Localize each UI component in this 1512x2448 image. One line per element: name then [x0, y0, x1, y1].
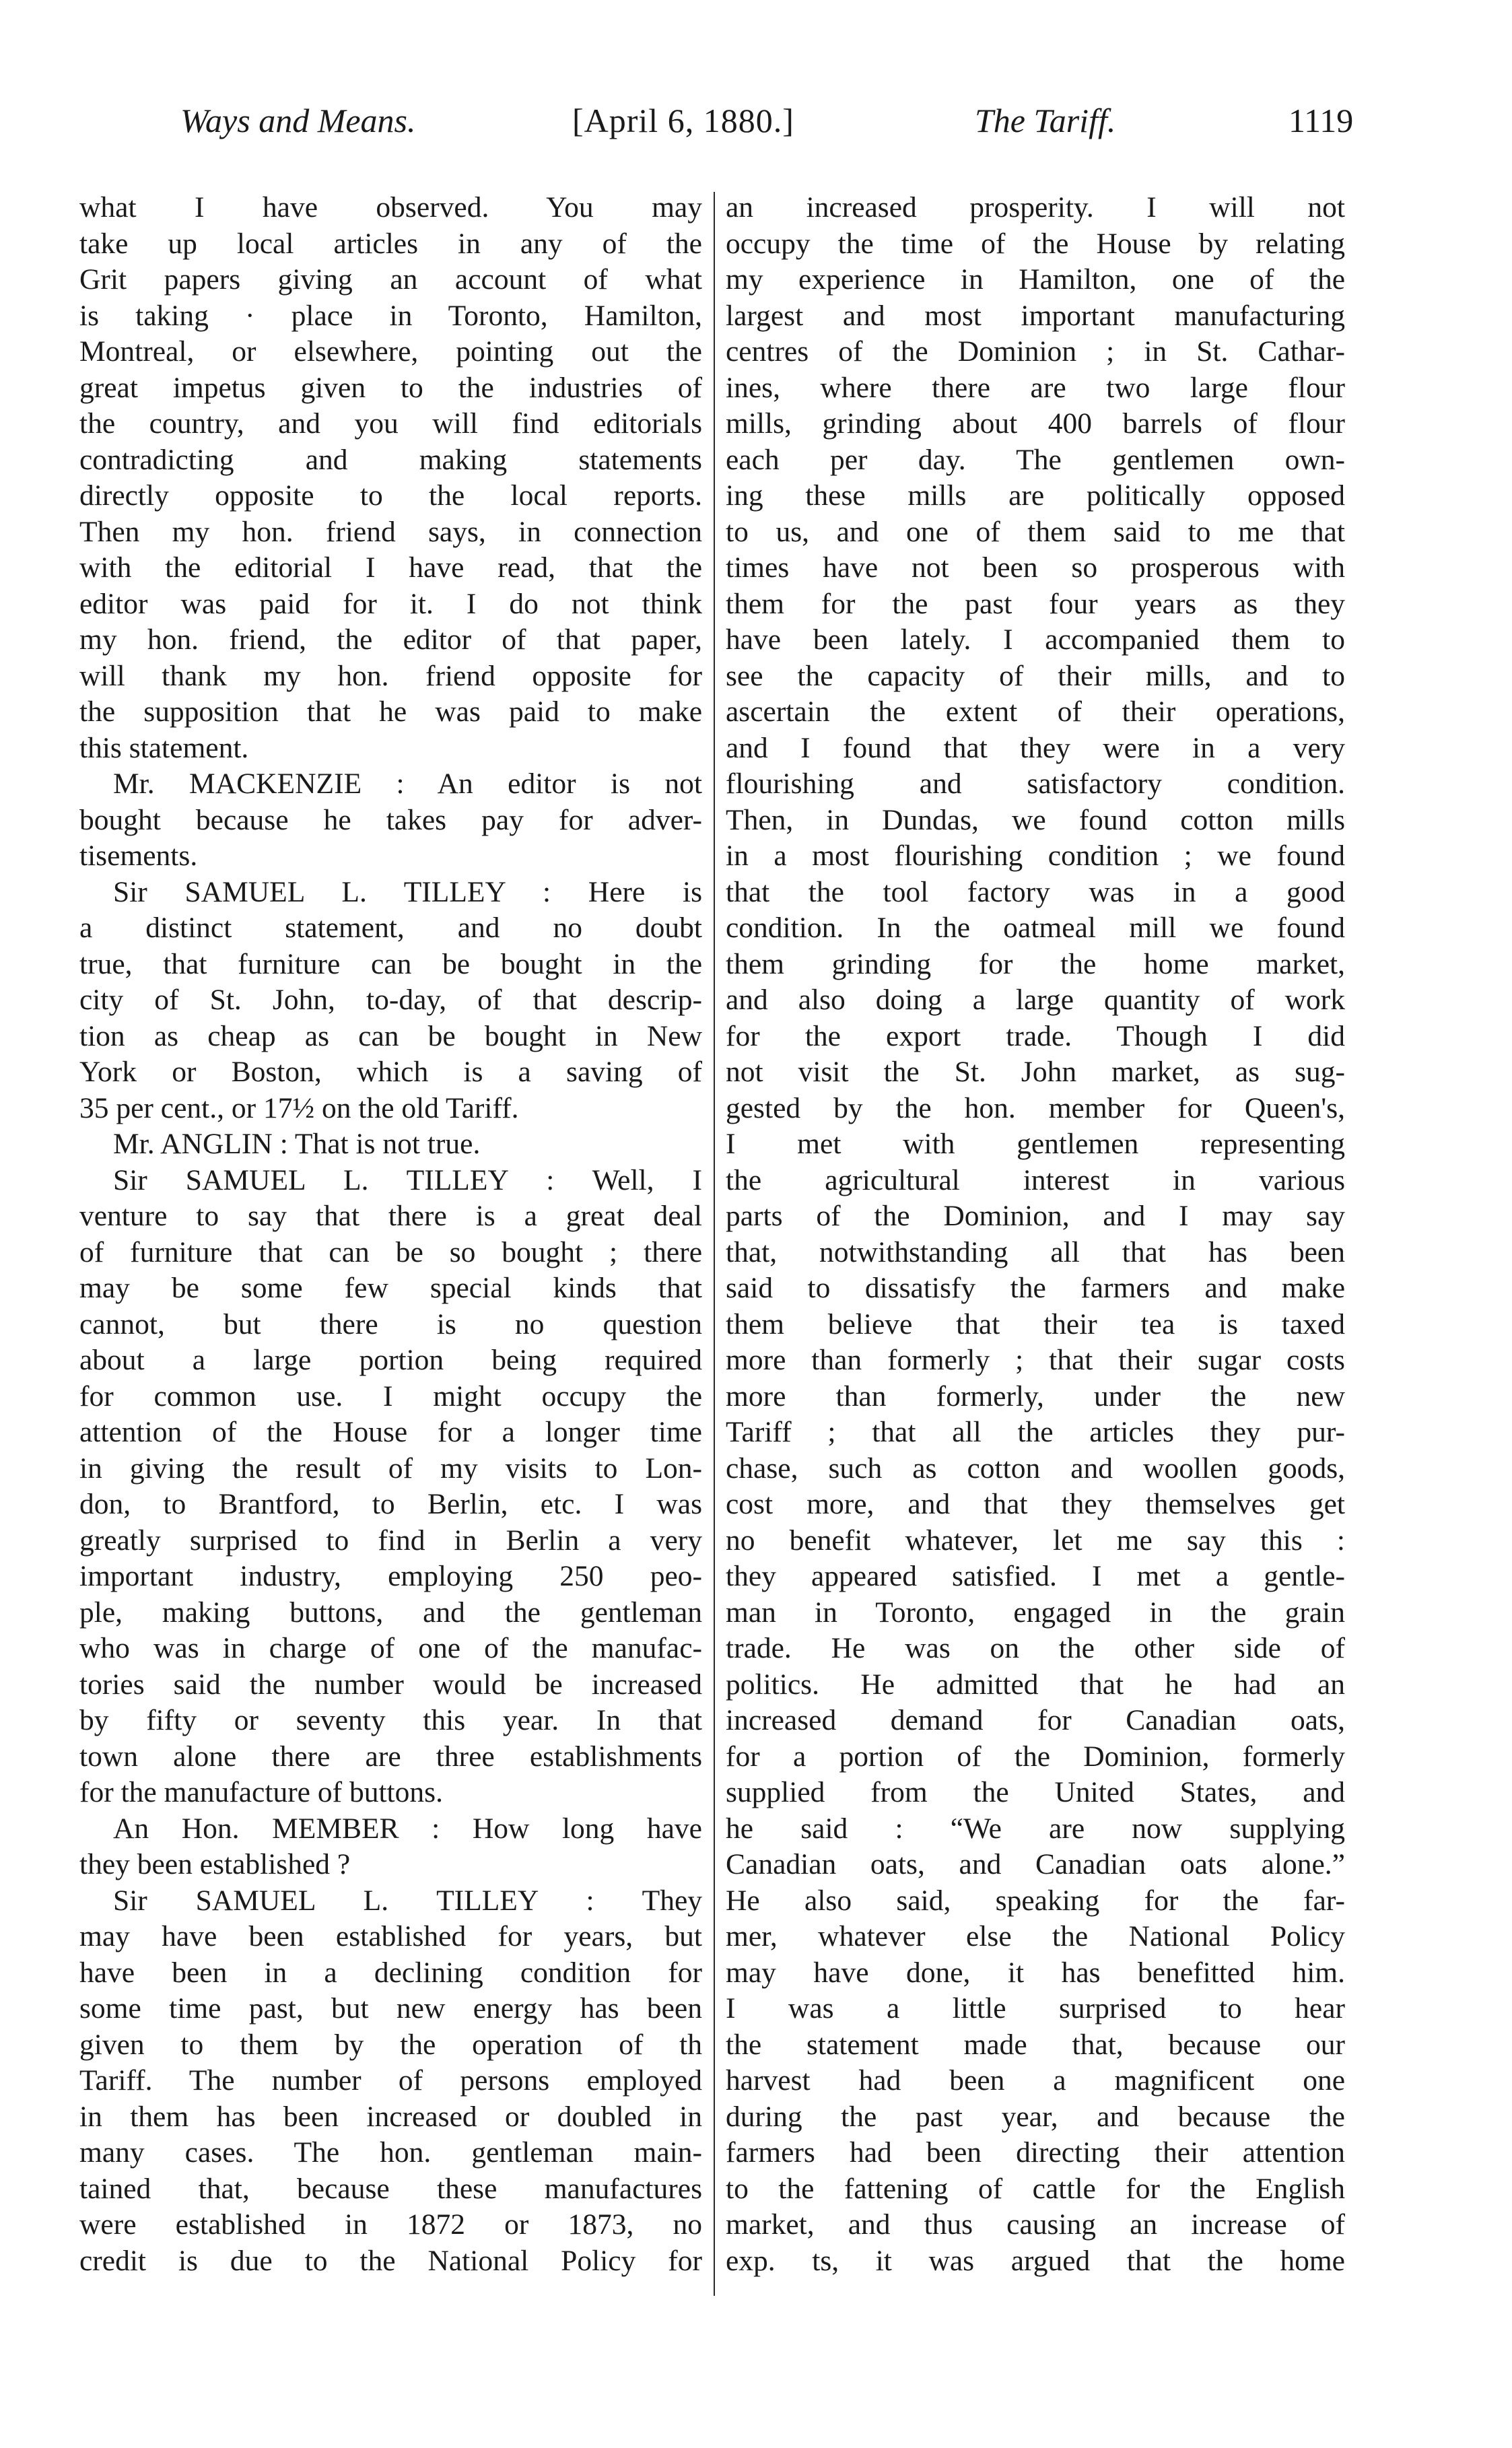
text-line: Then my hon. friend says, in connection [79, 515, 702, 548]
text-line: centres of the Dominion ; in St. Cathar- [726, 335, 1345, 368]
text-line: attention of the House for a longer time [79, 1416, 702, 1448]
text-line: who was in charge of one of the manufac- [79, 1632, 702, 1664]
text-line: my experience in Hamilton, one of the [726, 263, 1345, 296]
text-line: mer, whatever else the National Policy [726, 1920, 1345, 1952]
text-line: tion as cheap as can be bought in New [79, 1019, 702, 1052]
text-line: contradicting and making statements [79, 443, 702, 476]
text-line: great impetus given to the industries of [79, 371, 702, 404]
text-line: bought because he takes pay for adver- [79, 803, 702, 836]
text-line: increased demand for Canadian oats, [726, 1704, 1345, 1736]
text-line: were established in 1872 or 1873, no [79, 2208, 702, 2241]
text-line: may have been established for years, but [79, 1920, 702, 1952]
text-line: to the fattening of cattle for the English [726, 2172, 1345, 2205]
text-line: in them has been increased or doubled in [79, 2100, 702, 2133]
text-line: he said : “We are now supplying [726, 1812, 1345, 1845]
text-line: Grit papers giving an account of what [79, 263, 702, 296]
text-line: and also doing a large quantity of work [726, 984, 1345, 1016]
text-line: credit is due to the National Policy for [79, 2244, 702, 2277]
running-header [0, 101, 1512, 155]
text-line: for the export trade. Though I did [726, 1019, 1345, 1052]
text-line: the supposition that he was paid to make [79, 695, 702, 728]
text-line: more than formerly ; that their sugar costs [726, 1344, 1345, 1376]
text-line: important industry, employing 250 peo- [79, 1560, 702, 1592]
text-line: tisements. [79, 840, 198, 872]
text-line: I met with gentlemen representing [726, 1128, 1345, 1160]
text-line: Sir SAMUEL L. TILLEY : They [113, 1884, 702, 1917]
text-line: politics. He admitted that he had an [726, 1668, 1345, 1701]
text-line: Sir SAMUEL L. TILLEY : Here is [113, 875, 702, 908]
header-section-title: Ways and Means. [180, 102, 416, 139]
text-line: mills, grinding about 400 barrels of flour [726, 407, 1345, 440]
text-line: may have done, it has benefitted him. [726, 1956, 1345, 1989]
text-line: directly opposite to the local reports. [79, 479, 702, 512]
text-line: have been lately. I accompanied them to [726, 623, 1345, 656]
text-line: harvest had been a magnificent one [726, 2064, 1345, 2097]
header-topic: The Tariff. [975, 102, 1116, 139]
text-line: the country, and you will find editorials [79, 407, 702, 440]
text-line: flourishing and satisfactory condition. [726, 768, 1345, 800]
text-line: editor was paid for it. I do not think [79, 587, 702, 620]
text-line: said to dissatisfy the farmers and make [726, 1272, 1345, 1304]
text-line: true, that furniture can be bought in the [79, 947, 702, 980]
text-line: what I have observed. You may [79, 191, 702, 224]
text-line: during the past year, and because the [726, 2100, 1345, 2133]
text-line: them believe that their tea is taxed [726, 1307, 1345, 1340]
text-line: have been in a declining condition for [79, 1956, 702, 1989]
text-line: of furniture that can be so bought ; there [79, 1235, 702, 1268]
text-line: condition. In the oatmeal mill we found [726, 912, 1345, 944]
text-line: ines, where there are two large flour [726, 371, 1345, 404]
text-line: greatly surprised to find in Berlin a very [79, 1524, 702, 1557]
text-line: largest and most important manufacturing [726, 299, 1345, 332]
header-date: [April 6, 1880.] [572, 102, 794, 139]
text-line: will thank my hon. friend opposite for [79, 659, 702, 692]
page-number: 1119 [1288, 102, 1354, 139]
text-line: ascertain the extent of their operations, [726, 695, 1345, 728]
text-line: occupy the time of the House by relating [726, 227, 1345, 260]
text-line: for the manufacture of buttons. [79, 1776, 443, 1808]
text-line: Tariff ; that all the articles they pur- [726, 1416, 1345, 1448]
text-line: they appeared satisfied. I met a gentle- [726, 1560, 1345, 1592]
text-line: given to them by the operation of th [79, 2028, 702, 2061]
text-line: is taking · place in Toronto, Hamilton, [79, 299, 702, 332]
text-line: that the tool factory was in a good [726, 875, 1345, 908]
text-line: each per day. The gentlemen own- [726, 443, 1345, 476]
left-text-column [79, 190, 702, 2279]
text-line: exp. ts, it was argued that the home [726, 2244, 1345, 2277]
text-line: York or Boston, which is a saving of [79, 1056, 702, 1088]
text-line: may be some few special kinds that [79, 1272, 702, 1304]
text-line: for a portion of the Dominion, formerly [726, 1740, 1345, 1773]
text-line: Mr. MACKENZIE : An editor is not [113, 768, 702, 800]
text-line: chase, such as cotton and woollen goods, [726, 1452, 1345, 1485]
text-line: the agricultural interest in various [726, 1163, 1345, 1196]
text-line: about a large portion being required [79, 1344, 702, 1376]
text-line: the statement made that, because our [726, 2028, 1345, 2061]
text-line: and I found that they were in a very [726, 731, 1345, 764]
text-line: in a most flourishing condition ; we found [726, 840, 1345, 872]
text-line: many cases. The hon. gentleman main- [79, 2136, 702, 2169]
text-line: An Hon. MEMBER : How long have [113, 1812, 702, 1845]
text-line: more than formerly, under the new [726, 1380, 1345, 1413]
text-line: Montreal, or elsewhere, pointing out the [79, 335, 702, 368]
text-line: my hon. friend, the editor of that paper, [79, 623, 702, 656]
text-line: with the editorial I have read, that the [79, 551, 702, 584]
text-line: Tariff. The number of persons employed [79, 2064, 702, 2097]
text-line: He also said, speaking for the far- [726, 1884, 1345, 1917]
text-line: some time past, but new energy has been [79, 1992, 702, 2025]
text-line: Then, in Dundas, we found cotton mills [726, 803, 1345, 836]
right-text-column [726, 190, 1345, 2279]
text-line: a distinct statement, and no doubt [79, 912, 702, 944]
text-line: Sir SAMUEL L. TILLEY : Well, I [113, 1163, 702, 1196]
text-line: for common use. I might occupy the [79, 1380, 702, 1413]
text-line: take up local articles in any of the [79, 227, 702, 260]
text-line: Mr. ANGLIN : That is not true. [113, 1128, 481, 1160]
text-line: tories said the number would be increased [79, 1668, 702, 1701]
text-line: trade. He was on the other side of [726, 1632, 1345, 1664]
text-line: they been established ? [79, 1848, 351, 1880]
text-line: venture to say that there is a great deal [79, 1200, 702, 1232]
text-line: city of St. John, to-day, of that descrip- [79, 984, 702, 1016]
text-line: times have not been so prosperous with [726, 551, 1345, 584]
text-line: see the capacity of their mills, and to [726, 659, 1345, 692]
text-line: gested by the hon. member for Queen's, [726, 1091, 1345, 1124]
text-line: this statement. [79, 731, 249, 764]
text-line: by fifty or seventy this year. In that [79, 1704, 702, 1736]
text-line: don, to Brantford, to Berlin, etc. I was [79, 1488, 702, 1520]
text-line: them grinding for the home market, [726, 947, 1345, 980]
text-line: tained that, because these manufactures [79, 2172, 702, 2205]
text-line: them for the past four years as they [726, 587, 1345, 620]
text-line: parts of the Dominion, and I may say [726, 1200, 1345, 1232]
text-line: farmers had been directing their attention [726, 2136, 1345, 2169]
text-line: 35 per cent., or 17½ on the old Tariff. [79, 1091, 519, 1124]
text-line: not visit the St. John market, as sug- [726, 1056, 1345, 1088]
column-divider [714, 192, 715, 2296]
text-line: ing these mills are politically opposed [726, 479, 1345, 512]
text-line: town alone there are three establishments [79, 1740, 702, 1773]
text-line: an increased prosperity. I will not [726, 191, 1345, 224]
text-line: to us, and one of them said to me that [726, 515, 1345, 548]
text-line: that, notwithstanding all that has been [726, 1235, 1345, 1268]
text-line: Canadian oats, and Canadian oats alone.” [726, 1848, 1345, 1880]
text-line: cost more, and that they themselves get [726, 1488, 1345, 1520]
text-line: I was a little surprised to hear [726, 1992, 1345, 2025]
text-line: supplied from the United States, and [726, 1776, 1345, 1808]
text-line: ple, making buttons, and the gentleman [79, 1596, 702, 1629]
text-line: man in Toronto, engaged in the grain [726, 1596, 1345, 1629]
text-line: cannot, but there is no question [79, 1307, 702, 1340]
text-line: market, and thus causing an increase of [726, 2208, 1345, 2241]
text-line: in giving the result of my visits to Lon- [79, 1452, 702, 1485]
text-line: no benefit whatever, let me say this : [726, 1524, 1345, 1557]
